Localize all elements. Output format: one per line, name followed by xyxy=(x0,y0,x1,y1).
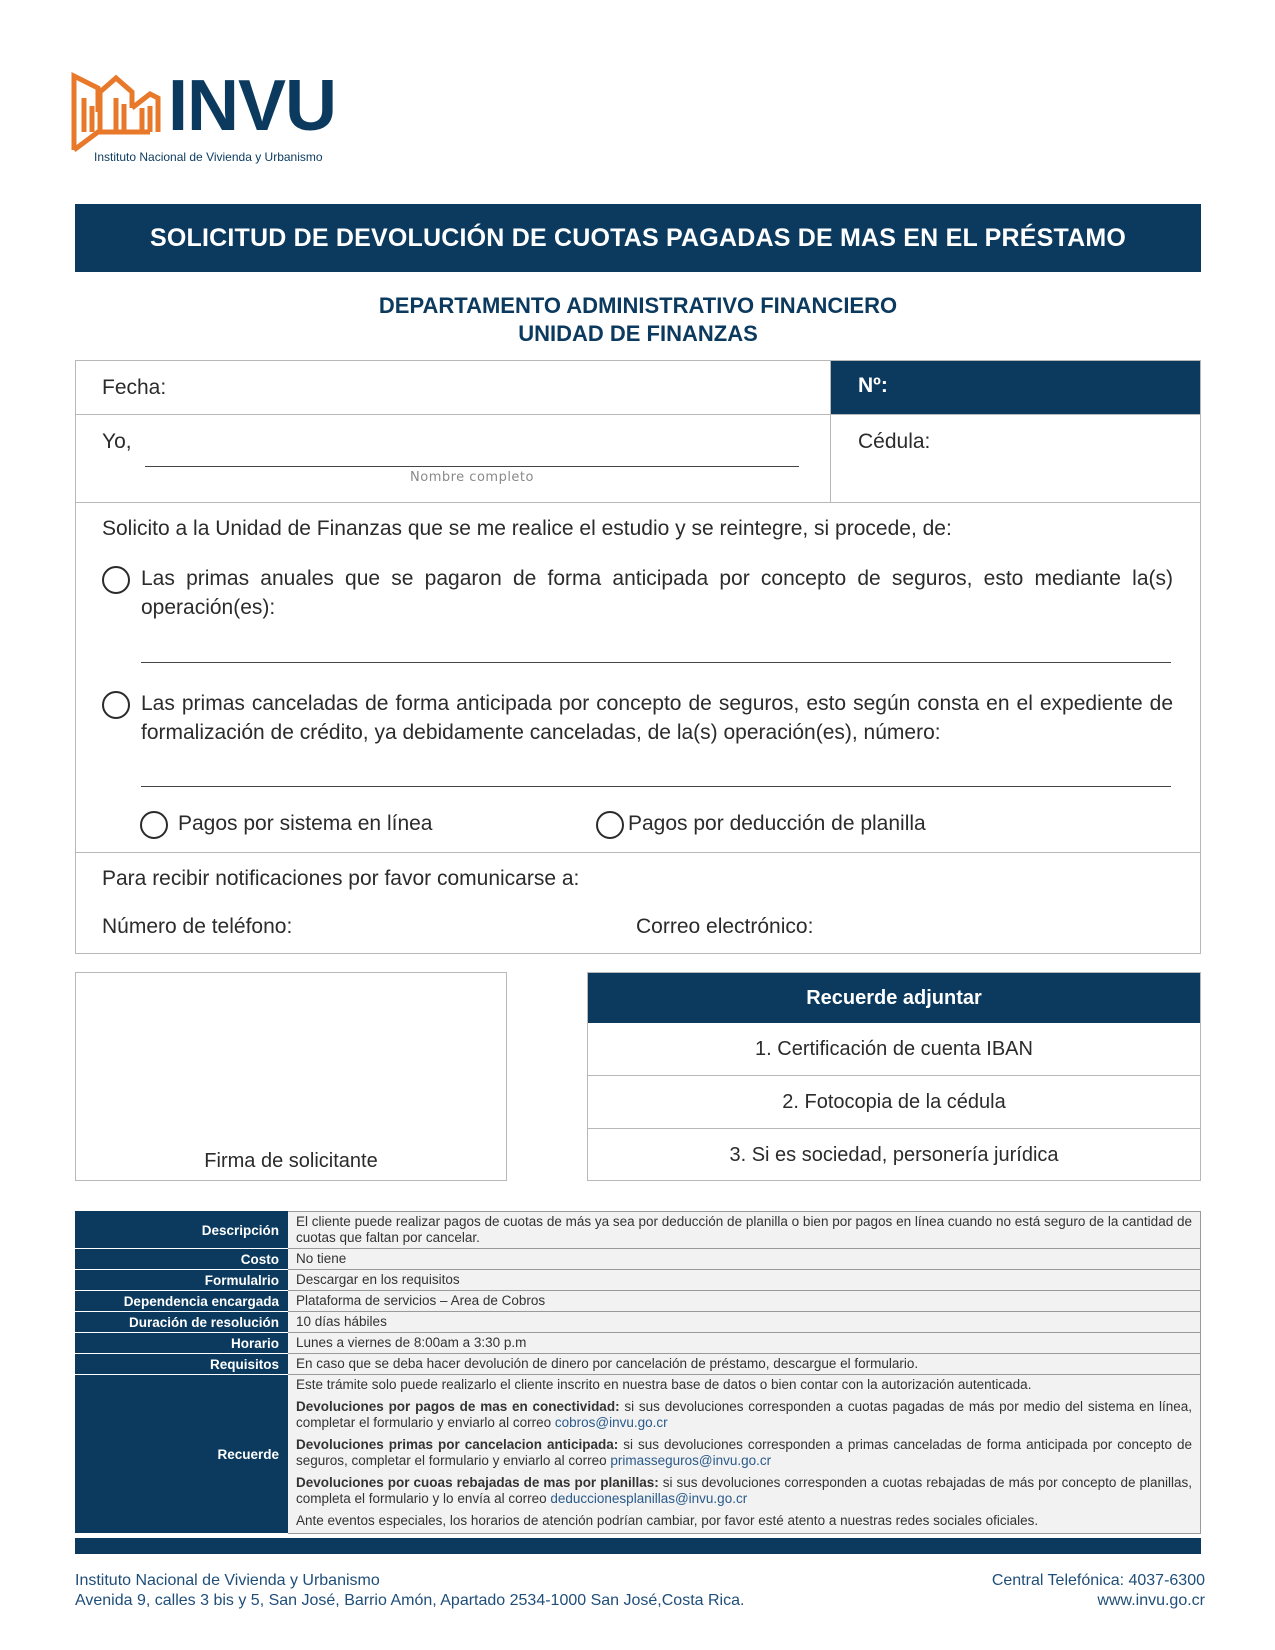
recuerde-item-title: Devoluciones por cuoas rebajadas de mas por planillas: xyxy=(296,1475,659,1490)
attachment-item: 1. Certificación de cuenta IBAN xyxy=(755,1037,1033,1060)
operations-field-2[interactable] xyxy=(141,786,1171,787)
phone-label: Número de teléfono: xyxy=(102,915,293,938)
costo-value: No tiene xyxy=(288,1249,1201,1270)
full-name-field[interactable] xyxy=(145,466,799,467)
option-cancelled-premiums-radio[interactable] xyxy=(102,691,130,719)
email-label: Correo electrónico: xyxy=(636,915,814,938)
table-row xyxy=(76,1354,1201,1375)
request-form xyxy=(75,360,1201,954)
formulario-value: Descargar en los requisitos xyxy=(288,1270,1201,1291)
requisitos-value: En caso que se deba hacer devolución de dinero por cancelación de préstamo, descargue el formulario. xyxy=(288,1354,1201,1375)
recuerde-item-primas xyxy=(296,1437,1192,1469)
recuerde-item-text: si sus devoluciones corresponden a cuotas pagadas de más por medio del sistema en línea, completar el formulario y enviarlo al correo xyxy=(296,1399,1192,1430)
table-row xyxy=(76,1375,1201,1534)
recuerde-note: Ante eventos especiales, los horarios de atención podrían cambiar, por favor esté atento a nuestras redes sociales oficiales. xyxy=(296,1513,1039,1528)
duracion-key: Duración de resolución xyxy=(76,1312,288,1333)
unit-name: UNIDAD DE FINANZAS xyxy=(518,321,758,346)
payroll-deduction-label: Pagos por deducción de planilla xyxy=(628,812,926,835)
footer-website[interactable]: www.invu.go.cr xyxy=(1097,1592,1205,1609)
requisitos-key: Requisitos xyxy=(76,1354,288,1375)
table-row xyxy=(76,1291,1201,1312)
option-cancelled-premiums-text: Las primas canceladas de forma anticipada por concepto de seguros, esto según consta en el expediente de formalización de crédito, ya debidamente canceladas, de la(s) operación(es), número: xyxy=(141,692,1173,744)
duracion-value: 10 días hábiles xyxy=(288,1312,1201,1333)
recuerde-intro: Este trámite solo puede realizarlo el cliente inscrito en nuestra base de datos o bien contar con la autorización autenticada. xyxy=(296,1377,1032,1392)
costo-key: Costo xyxy=(76,1249,288,1270)
logo-subtitle: Instituto Nacional de Vivienda y Urbanismo xyxy=(94,150,323,164)
department-name: DEPARTAMENTO ADMINISTRATIVO FINANCIERO xyxy=(378,293,898,318)
operations-field-1[interactable] xyxy=(141,662,1171,663)
formulario-key: Formulalrio xyxy=(76,1270,288,1291)
divider xyxy=(75,502,1201,503)
department-heading xyxy=(75,292,1201,348)
number-label: Nº: xyxy=(858,374,888,397)
full-name-caption: Nombre completo xyxy=(410,470,534,485)
recuerde-item-planillas xyxy=(296,1475,1192,1507)
recuerde-item-title: Devoluciones primas por cancelacion anticipada: xyxy=(296,1437,619,1452)
horario-key: Horario xyxy=(76,1333,288,1354)
table-row xyxy=(76,1212,1201,1249)
payroll-deduction-radio[interactable] xyxy=(596,811,624,839)
recuerde-key: Recuerde xyxy=(76,1375,288,1534)
divider xyxy=(830,360,831,502)
table-row xyxy=(76,1333,1201,1354)
option-annual-premiums-text: Las primas anuales que se pagaron de forma anticipada por concepto de seguros, esto mediante la(s) operación(es): xyxy=(141,567,1173,619)
recuerde-item-title: Devoluciones por pagos de mas en conectividad: xyxy=(296,1399,620,1414)
notifications-label: Para recibir notificaciones por favor comunicarse a: xyxy=(102,867,580,890)
email-link[interactable]: deduccionesplanillas@invu.go.cr xyxy=(550,1491,748,1506)
dependencia-key: Dependencia encargada xyxy=(76,1291,288,1312)
table-row xyxy=(76,1249,1201,1270)
attachments-title: Recuerde adjuntar xyxy=(588,973,1200,1023)
horario-value: Lunes a viernes de 8:00am a 3:30 p.m xyxy=(288,1333,1201,1354)
footer-bar xyxy=(75,1538,1201,1554)
descripcion-value: El cliente puede realizar pagos de cuotas de más ya sea por deducción de planilla o bien por pagos en línea cuando no está seguro de la cantidad de cuotas que faltan por cancelar. xyxy=(288,1212,1201,1249)
dependencia-value: Plataforma de servicios – Area de Cobros xyxy=(288,1291,1201,1312)
table-row xyxy=(76,1270,1201,1291)
footer-org: Instituto Nacional de Vivienda y Urbanismo xyxy=(75,1572,380,1589)
footer-phone: Central Telefónica: 4037-6300 xyxy=(991,1572,1205,1589)
info-table xyxy=(75,1211,1201,1534)
online-payments-radio[interactable] xyxy=(140,811,168,839)
divider xyxy=(75,852,1201,853)
id-label: Cédula: xyxy=(858,430,931,453)
document-title: SOLICITUD DE DEVOLUCIÓN DE CUOTAS PAGADAS DE MAS EN EL PRÉSTAMO xyxy=(149,223,1127,252)
email-link[interactable]: primasseguros@invu.go.cr xyxy=(610,1453,772,1468)
recuerde-value xyxy=(288,1375,1201,1534)
recuerde-item-conectividad xyxy=(296,1399,1192,1431)
divider xyxy=(75,414,1201,415)
attachment-item: 3. Si es sociedad, personería jurídica xyxy=(729,1143,1059,1166)
recuerde-item-text: si sus devoluciones corresponden a primas canceladas de forma anticipada por concepto de seguros, completar el formulario y enviarlo al correo xyxy=(296,1437,1192,1468)
table-row xyxy=(76,1312,1201,1333)
request-statement: Solicito a la Unidad de Finanzas que se me realice el estudio y se reintegre, si procede, de: xyxy=(102,517,952,540)
attachment-item: 2. Fotocopia de la cédula xyxy=(782,1090,1006,1113)
title-bar xyxy=(75,204,1201,272)
online-payments-label: Pagos por sistema en línea xyxy=(178,812,433,835)
footer-address: Avenida 9, calles 3 bis y 5, San José, Barrio Amón, Apartado 2534-1000 San José,Costa Rica. xyxy=(75,1592,745,1609)
recuerde-item-text: si sus devoluciones corresponden a cuotas rebajadas de más por concepto de planillas, completa el formulario y lo envía al correo xyxy=(296,1475,1192,1506)
signature-label: Firma de solicitante xyxy=(204,1150,378,1172)
date-label: Fecha: xyxy=(102,376,167,399)
option-annual-premiums-radio[interactable] xyxy=(102,566,130,594)
yo-label: Yo, xyxy=(102,430,132,453)
email-link[interactable]: cobros@invu.go.cr xyxy=(554,1415,668,1430)
logo-wordmark: INVU xyxy=(168,66,337,146)
descripcion-key: Descripción xyxy=(76,1212,288,1249)
